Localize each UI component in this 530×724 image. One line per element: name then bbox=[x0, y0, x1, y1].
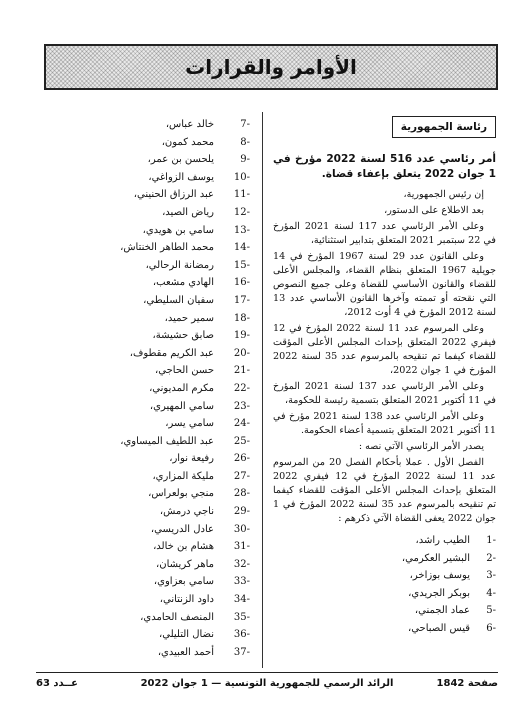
judges-list-right bbox=[273, 532, 496, 638]
item-number: -26 bbox=[233, 453, 250, 465]
item-number: -4 bbox=[486, 587, 496, 599]
item-name: عماد الجمني، bbox=[414, 605, 470, 617]
column-divider bbox=[262, 112, 263, 668]
list-item bbox=[40, 591, 250, 609]
list-item bbox=[40, 380, 250, 398]
list-item bbox=[40, 186, 250, 204]
item-number: -33 bbox=[233, 576, 250, 588]
list-item bbox=[273, 585, 496, 603]
page-number: صفحة 1842 bbox=[436, 678, 498, 689]
item-name: مليكة المزاري، bbox=[152, 470, 214, 482]
item-number: -6 bbox=[486, 622, 496, 634]
issue-number: عــدد 63 bbox=[36, 678, 78, 689]
list-item bbox=[273, 567, 496, 585]
item-name: ناجي درمش، bbox=[159, 506, 214, 518]
section-label: رئاسة الجمهورية bbox=[392, 116, 496, 138]
list-item bbox=[40, 503, 250, 521]
item-name: نضال التليلي، bbox=[159, 629, 214, 641]
list-item bbox=[40, 327, 250, 345]
item-number: -25 bbox=[233, 435, 250, 447]
item-name: ماهر كريشان، bbox=[156, 558, 214, 570]
decree-paragraph: وعلى المرسوم عدد 11 لسنة 2022 المؤرخ في 12 فيفري 2022 المتعلق بإحداث المجلس الأعلى المؤقت للقضاء كيفما تم تنقيحه بالمرسوم عدد 35 لسنة 2022 المؤرخ في 1 جوان 2022، bbox=[273, 323, 496, 376]
item-name: منجي بولعراس، bbox=[148, 488, 214, 500]
list-item bbox=[40, 274, 250, 292]
journal-name: الرائد الرسمي للجمهورية التونسية — 1 جوان 2022 bbox=[140, 678, 394, 689]
item-number: -1 bbox=[486, 535, 496, 546]
decree-paragraph: وعلى الأمر الرئاسي عدد 117 لسنة 2021 المؤرخ في 22 سبتمبر 2021 المتعلق بتدابير استثنائية، bbox=[273, 221, 496, 246]
list-item bbox=[40, 151, 250, 169]
decree-title: أمر رئاسي عدد 516 لسنة 2022 مؤرخ في 1 جوان 2022 يتعلق بإعفاء قضاة. bbox=[273, 153, 497, 180]
item-number: -7 bbox=[240, 119, 250, 130]
item-name: مكرم المديوني، bbox=[149, 382, 214, 394]
judges-list-left bbox=[40, 116, 250, 661]
item-number: -13 bbox=[233, 224, 250, 236]
item-name: سامي بن هويدي، bbox=[142, 224, 214, 236]
decree-body bbox=[273, 188, 496, 526]
item-number: -8 bbox=[240, 136, 250, 148]
item-number: -11 bbox=[233, 189, 250, 201]
item-name: بوبكر الجريدي، bbox=[408, 587, 470, 599]
list-item bbox=[273, 602, 496, 620]
item-number: -3 bbox=[486, 570, 496, 582]
item-number: -15 bbox=[233, 259, 250, 271]
list-item bbox=[273, 532, 496, 550]
item-name: البشير العكرمي، bbox=[401, 552, 470, 564]
decree-paragraph: وعلى القانون عدد 29 لسنة 1967 المؤرخ في 14 جويلية 1967 المتعلق بنظام القضاء، والمجلس الأعلى للقضاء والقانون الأساسي للقضاة وعلى جميع النصوص التي نقحته أو تممته وآخرها القانون الأساسي عدد 13 لسنة 2012 المؤرخ في 4 أوت 2012، bbox=[273, 251, 497, 318]
item-number: -37 bbox=[233, 646, 250, 658]
list-item bbox=[40, 134, 250, 152]
item-number: -31 bbox=[233, 541, 250, 553]
item-number: -34 bbox=[233, 594, 250, 606]
item-number: -36 bbox=[233, 629, 250, 641]
decree-paragraph: الفصل الأول . عملا بأحكام الفصل 20 من المرسوم عدد 11 لسنة 2022 المؤرخ في 12 فيفري 2022 المتعلق بإحداث المجلس الأعلى المؤقت للقضاء كيفما تم تنقيحه بالمرسوم عدد 35 لسنة 2022 المؤرخ في 1 جوان 2022 يعفى القضاة الآتي ذكرهم : bbox=[273, 457, 497, 524]
list-item bbox=[40, 521, 250, 539]
list-item bbox=[40, 398, 250, 416]
item-name: عبد الكريم مقطوف، bbox=[129, 347, 214, 359]
item-name: عبد الرزاق الحنيني، bbox=[133, 189, 214, 201]
item-name: المنصف الحامدي، bbox=[140, 611, 214, 623]
item-number: -12 bbox=[233, 206, 250, 218]
item-name: يوسف الزواغي، bbox=[148, 171, 214, 183]
item-name: أحمد العبيدي، bbox=[157, 646, 214, 658]
decree-paragraph: وعلى الأمر الرئاسي عدد 137 لسنة 2021 المؤرخ في 11 أكتوبر 2021 المتعلق بتسمية رئيسة للحكومة، bbox=[273, 381, 496, 406]
list-item bbox=[40, 116, 250, 134]
item-name: صابق حشيشة، bbox=[152, 330, 214, 342]
decree-paragraph: يصدر الأمر الرئاسي الآتي نصه : bbox=[358, 441, 484, 452]
item-number: -28 bbox=[233, 488, 250, 500]
item-number: -27 bbox=[233, 470, 250, 482]
list-item bbox=[40, 257, 250, 275]
item-name: عادل الدريسي، bbox=[150, 523, 214, 535]
item-number: -5 bbox=[486, 605, 496, 617]
list-item bbox=[40, 239, 250, 257]
list-item bbox=[40, 362, 250, 380]
item-name: يوسف بوزاخر، bbox=[409, 570, 470, 582]
list-item bbox=[40, 556, 250, 574]
item-number: -17 bbox=[233, 294, 250, 306]
item-name: سامي بعزاوي، bbox=[153, 576, 214, 588]
item-number: -21 bbox=[233, 365, 250, 377]
item-name: حسن الحاجي، bbox=[155, 365, 214, 377]
list-item bbox=[40, 169, 250, 187]
item-name: الهادي مشعب، bbox=[152, 277, 214, 289]
item-name: الطيب راشد، bbox=[415, 535, 470, 546]
item-number: -14 bbox=[233, 242, 250, 254]
item-number: -23 bbox=[233, 400, 250, 412]
list-item bbox=[273, 620, 496, 638]
left-column bbox=[40, 116, 250, 661]
item-name: يلحسن بن عمر، bbox=[147, 154, 214, 166]
list-item bbox=[40, 204, 250, 222]
list-item bbox=[40, 468, 250, 486]
section-banner bbox=[44, 44, 498, 90]
list-item bbox=[40, 538, 250, 556]
item-name: هشام بن خالد، bbox=[153, 541, 214, 553]
item-number: -32 bbox=[233, 558, 250, 570]
list-item bbox=[40, 644, 250, 662]
item-number: -18 bbox=[233, 312, 250, 324]
item-name: سامي المهيري، bbox=[149, 400, 214, 412]
item-name: قيس الصباحي، bbox=[407, 622, 470, 634]
page-footer bbox=[36, 676, 498, 694]
item-number: -9 bbox=[240, 154, 250, 166]
decree-paragraph: إن رئيس الجمهورية، bbox=[403, 189, 484, 200]
item-number: -22 bbox=[233, 382, 250, 394]
list-item bbox=[40, 433, 250, 451]
item-number: -16 bbox=[233, 277, 250, 289]
footer-rule bbox=[36, 672, 498, 673]
item-name: رياض الصيد، bbox=[162, 206, 214, 218]
item-name: رفيعة نوار، bbox=[169, 453, 214, 465]
item-number: -29 bbox=[233, 506, 250, 518]
decree-paragraph: بعد الاطلاع على الدستور، bbox=[384, 205, 484, 216]
item-number: -19 bbox=[233, 330, 250, 342]
item-name: سمير حميد، bbox=[164, 312, 214, 324]
item-name: رمضانة الرحالي، bbox=[145, 259, 214, 271]
list-item bbox=[273, 550, 496, 568]
decree-paragraph: وعلى الأمر الرئاسي عدد 138 لسنة 2021 مؤرخ في 11 أكتوبر 2021 المتعلق بتسمية أعضاء الحكومة. bbox=[273, 411, 496, 436]
list-item bbox=[40, 450, 250, 468]
item-number: -2 bbox=[486, 552, 496, 564]
item-name: محمد كمون، bbox=[161, 136, 214, 148]
item-number: -10 bbox=[233, 171, 250, 183]
list-item bbox=[40, 609, 250, 627]
item-name: داود الزنتاني، bbox=[159, 594, 214, 606]
item-name: سفيان السليطي، bbox=[143, 294, 214, 306]
list-item bbox=[40, 292, 250, 310]
banner-title: الأوامر والقرارات bbox=[185, 55, 357, 79]
item-number: -30 bbox=[233, 523, 250, 535]
item-name: محمد الطاهر الخنتاش، bbox=[120, 242, 214, 254]
item-number: -24 bbox=[233, 418, 250, 430]
list-item bbox=[40, 310, 250, 328]
item-name: سامي يسر، bbox=[165, 418, 214, 430]
list-item bbox=[40, 626, 250, 644]
list-item bbox=[40, 415, 250, 433]
right-column bbox=[273, 110, 496, 638]
item-name: خالد عباس، bbox=[165, 119, 214, 130]
item-number: -20 bbox=[233, 347, 250, 359]
list-item bbox=[40, 485, 250, 503]
list-item bbox=[40, 222, 250, 240]
item-number: -35 bbox=[233, 611, 250, 623]
list-item bbox=[40, 345, 250, 363]
item-name: عبد اللطيف الميساوي، bbox=[120, 435, 214, 447]
list-item bbox=[40, 573, 250, 591]
